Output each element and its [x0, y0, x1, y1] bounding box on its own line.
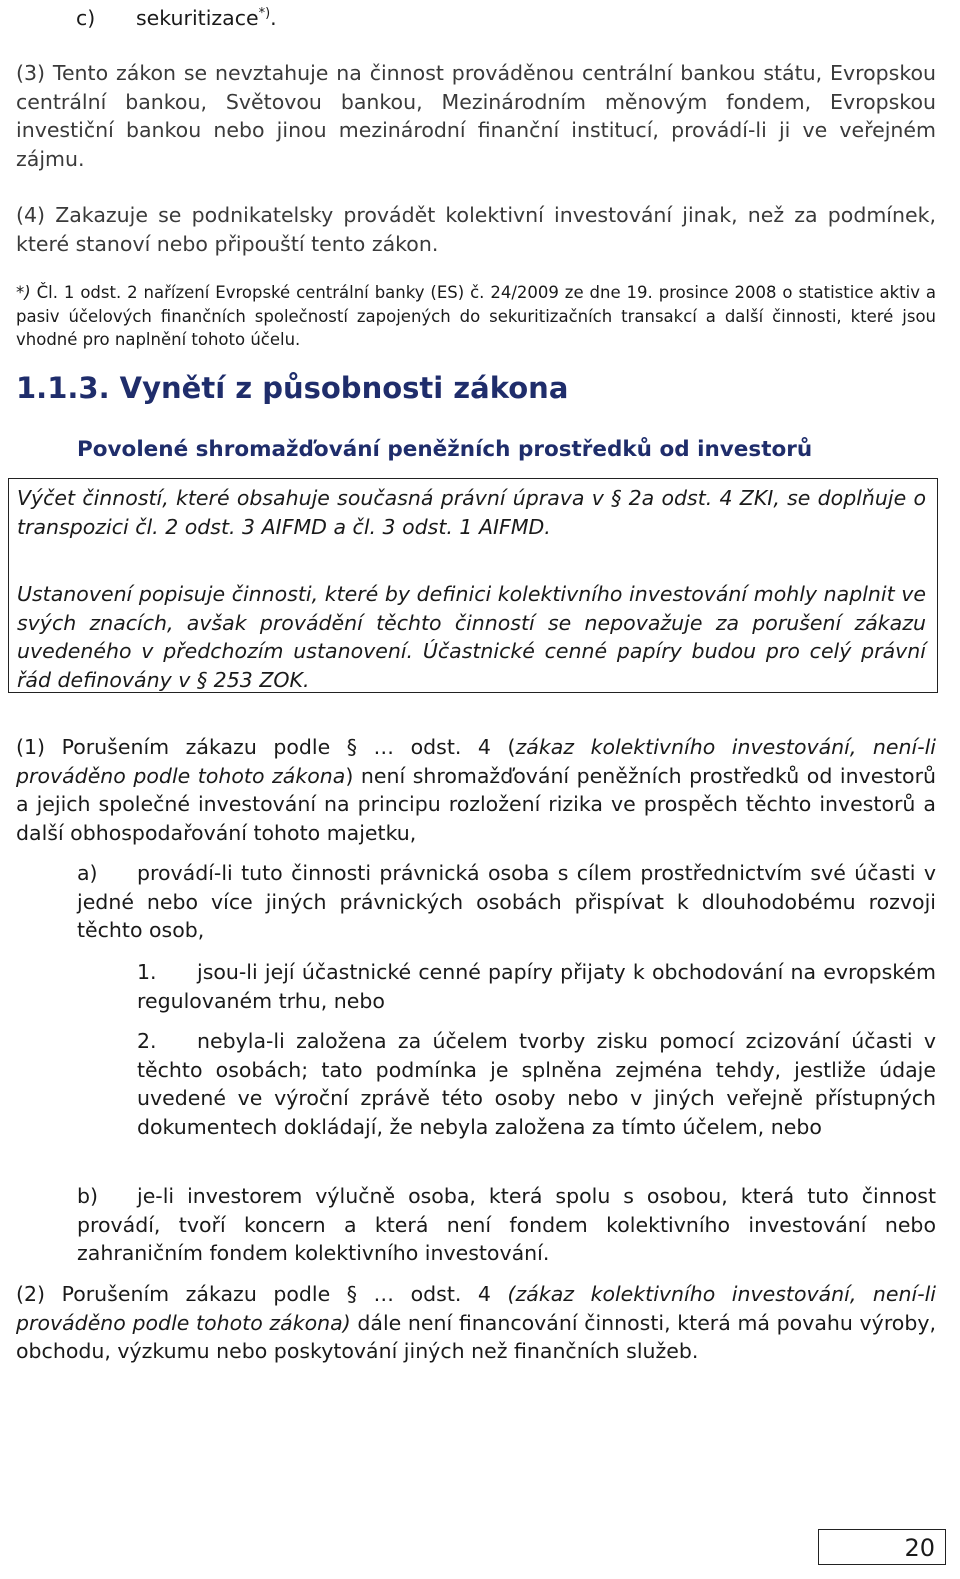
- item-label: 2.: [137, 1029, 157, 1053]
- paragraph-3: (3) Tento zákon se nevztahuje na činnost prováděnou centrální bankou státu, Evropskou centrální bankou, Světovou bankou, Mezinárodním měnovým fondem, Evropskou investiční bankou nebo jinou mezinárodní finanční institucí, provádí-li ji ve veřejném zájmu.: [16, 61, 936, 171]
- page-number: 20: [818, 1529, 946, 1565]
- footnote-mark: *): [16, 283, 31, 302]
- list-item-c: [76, 0, 277, 32]
- item-text: provádí-li tuto činnosti právnická osoba s cílem prostřednictvím své účasti v jedné nebo více jiných právnických osobách přispívat k dlouhodobému rozvoji těchto osob,: [77, 861, 936, 942]
- section-subheading: Povolené shromažďování peněžních prostředků od investorů: [77, 437, 813, 462]
- paragraph-1-lead: (1) Porušením zákazu podle § … odst. 4 (: [16, 735, 516, 759]
- paragraph-2-italic: (zákaz kolektivního investování, není-li prováděno podle tohoto zákona): [16, 1282, 937, 1335]
- item-label: b): [77, 1184, 99, 1208]
- footnote-ref: *): [258, 6, 271, 21]
- item-label: c): [76, 5, 96, 30]
- list-item-1: [137, 958, 936, 1015]
- paragraph-2-lead: (2) Porušením zákazu podle § … odst. 4: [16, 1282, 508, 1306]
- commentary-box: [8, 478, 938, 693]
- paragraph-4: (4) Zakazuje se podnikatelsky provádět kolektivní investování jinak, než za podmínek, které stanoví nebo připouští tento zákon.: [16, 203, 936, 256]
- list-item-b: [77, 1182, 936, 1268]
- item-label: a): [77, 861, 98, 885]
- paragraph-2: [16, 1280, 936, 1366]
- section-heading: 1.1.3. Vynětí z působnosti zákona: [16, 371, 569, 405]
- commentary-paragraph-2: Ustanovení popisuje činnosti, které by definici kolektivního investování mohly naplnit ve svých znacích, avšak provádění těchto činností se nepovažuje za porušení zákazu uvedeného v předchozím ustanovení. Účastnické cenné papíry budou pro celý právní řád definovány v § 253 ZOK.: [17, 582, 926, 692]
- paragraph-1: [16, 733, 936, 847]
- commentary-paragraph-1: Výčet činností, které obsahuje současná právní úprava v § 2a odst. 4 ZKI, se doplňuje o transpozici čl. 2 odst. 3 AIFMD a čl. 3 odst. 1 AIFMD.: [17, 486, 926, 539]
- footnote-text: Čl. 1 odst. 2 nařízení Evropské centrální banky (ES) č. 24/2009 ze dne 19. prosince 2008 o statistice aktiv a pasiv účelových finančních společností zapojených do sekuritizačních transakcí a další činnosti, které jsou vhodné pro naplnění tohoto účelu.: [16, 283, 936, 349]
- paragraph-1-rest: ) není shromažďování peněžních prostředků od investorů a jejich společné investování na principu rozložení rizika ve prospěch těchto investorů a další obhospodařování tohoto majetku,: [16, 763, 936, 845]
- paragraph-2-rest: dále není financování činnosti, která má povahu výroby, obchodu, výzkumu nebo poskytování jiných než finančních služeb.: [16, 1310, 936, 1363]
- item-text: je-li investorem výlučně osoba, která spolu s osobou, která tuto činnost provádí, tvoří koncern a která není fondem kolektivního investování nebo zahraničním fondem kolektivního investování.: [77, 1184, 936, 1265]
- item-text: nebyla-li založena za účelem tvorby zisku pomocí zcizování účasti v těchto osobách; tato podmínka je splněna zejména tehdy, jestliže údaje uvedené ve výroční zprávě této osoby nebo v jiných veřejně přístupných dokumentech dokládají, že nebyla založena za tímto účelem, nebo: [137, 1029, 936, 1139]
- paragraph-1-italic: zákaz kolektivního investování, není-li prováděno podle tohoto zákona: [16, 735, 937, 788]
- item-text: sekuritizace: [136, 5, 259, 30]
- item-tail: .: [270, 5, 277, 30]
- list-item-2: [137, 1027, 936, 1141]
- item-text: jsou-li její účastnické cenné papíry přijaty k obchodování na evropském regulovaném trhu, nebo: [137, 960, 936, 1013]
- footnote: [16, 281, 936, 352]
- list-item-a: [77, 859, 936, 945]
- item-label: 1.: [137, 960, 157, 984]
